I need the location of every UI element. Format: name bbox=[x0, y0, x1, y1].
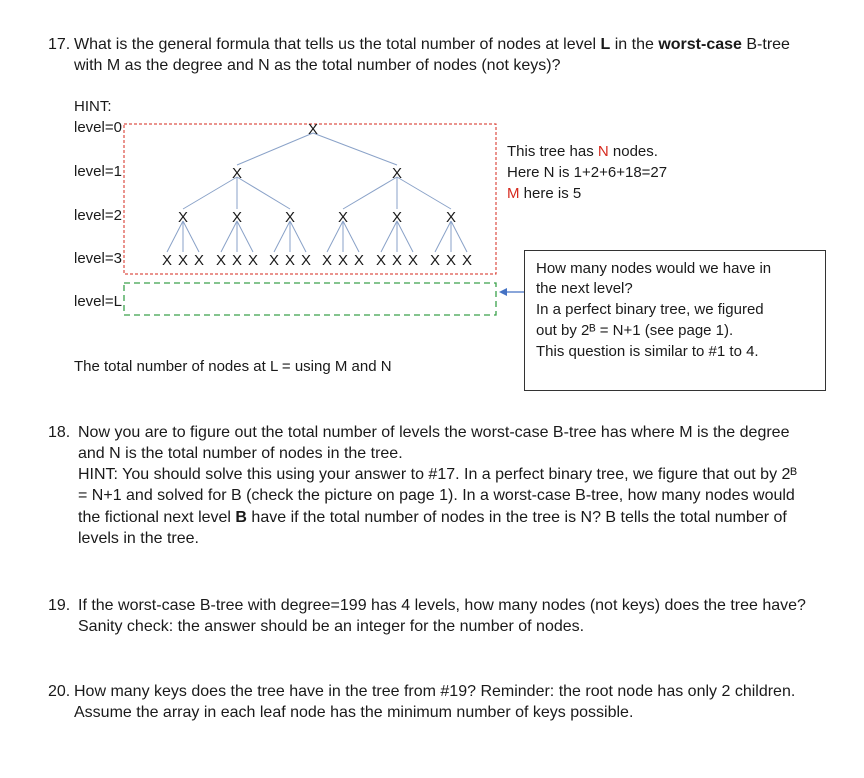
tree-node-level3-8: X bbox=[300, 252, 312, 269]
edge-root-to-l1-0 bbox=[237, 133, 313, 165]
question-19-line-2: Sanity check: the answer should be an integer for the number of nodes. bbox=[78, 618, 585, 635]
tree-node-level3-2: X bbox=[193, 252, 205, 269]
tree-info-line-3: M here is 5 bbox=[507, 185, 582, 202]
question-20-number: 20. bbox=[48, 683, 71, 700]
question-18-line-5: the fictional next level B have if the total number of nodes in the tree is N? B tells the total number of bbox=[78, 509, 787, 526]
level-label-1: level=1 bbox=[74, 163, 122, 180]
tree-edges bbox=[167, 133, 467, 252]
question-17-line-1: What is the general formula that tells us the total number of nodes at level L in the worst-case B-tree bbox=[74, 36, 790, 53]
question-17-number: 17. bbox=[48, 36, 71, 53]
tree-node-level3-17: X bbox=[461, 252, 473, 269]
level-label-L: level=L bbox=[74, 293, 122, 310]
edge-l1-to-l2-2 bbox=[237, 177, 290, 209]
tree-node-level0-0: X bbox=[307, 121, 319, 138]
tree-node-level3-6: X bbox=[268, 252, 280, 269]
tree-node-level1-1: X bbox=[391, 165, 403, 182]
question-18-number: 18. bbox=[48, 424, 71, 441]
question-20 bbox=[0, 681, 864, 725]
arrow-head bbox=[499, 288, 507, 296]
tree-node-level3-14: X bbox=[407, 252, 419, 269]
hint-note-box bbox=[524, 250, 826, 391]
tree-node-level3-5: X bbox=[247, 252, 259, 269]
level-label-2: level=2 bbox=[74, 207, 122, 224]
question-19-line-1: If the worst-case B-tree with degree=199 has 4 levels, how many nodes (not keys) does the tree have? bbox=[78, 597, 806, 614]
question-19-number: 19. bbox=[48, 597, 71, 614]
question-18-line-4: = N+1 and solved for B (check the picture on page 1). In a worst-case B-tree, how many nodes would bbox=[78, 487, 795, 504]
tree-node-level3-7: X bbox=[284, 252, 296, 269]
tree-node-level3-12: X bbox=[375, 252, 387, 269]
next-level-box bbox=[124, 283, 496, 315]
tree-node-level1-0: X bbox=[231, 165, 243, 182]
tree-node-level3-1: X bbox=[177, 252, 189, 269]
edge-root-to-l1-1 bbox=[313, 133, 397, 165]
note-line-4: out by 2ᴮ = N+1 (see page 1). bbox=[536, 322, 734, 339]
tree-node-level3-11: X bbox=[353, 252, 365, 269]
tree-node-level2-5: X bbox=[445, 209, 457, 226]
question-20-line-2: Assume the array in each leaf node has the minimum number of keys possible. bbox=[74, 704, 634, 721]
tree-node-level3-0: X bbox=[161, 252, 173, 269]
tree-node-level3-13: X bbox=[391, 252, 403, 269]
tree-info-line-1: This tree has N nodes. bbox=[507, 143, 658, 160]
hint-label: HINT: bbox=[74, 98, 112, 115]
note-line-3: In a perfect binary tree, we figured bbox=[536, 301, 764, 318]
tree-nodes bbox=[162, 121, 472, 269]
tree-node-level3-9: X bbox=[321, 252, 333, 269]
question-17-line-2: with M as the degree and N as the total number of nodes (not keys)? bbox=[74, 57, 561, 74]
question-18-line-2: and N is the total number of nodes in the tree. bbox=[78, 445, 403, 462]
note-line-2: the next level? bbox=[536, 280, 633, 297]
level-label-0: level=0 bbox=[74, 119, 122, 136]
total-nodes-answer-line: The total number of nodes at L = using M and N bbox=[74, 358, 392, 375]
tree-node-level2-2: X bbox=[284, 209, 296, 226]
tree-node-level3-4: X bbox=[231, 252, 243, 269]
question-18 bbox=[0, 422, 864, 552]
edge-l1-to-l2-5 bbox=[397, 177, 451, 209]
question-20-line-1: How many keys does the tree have in the tree from #19? Reminder: the root node has only 2 children. bbox=[74, 683, 796, 700]
edge-l1-to-l2-3 bbox=[343, 177, 397, 209]
question-18-line-1: Now you are to figure out the total number of levels the worst-case B-tree has where M is the degree bbox=[78, 424, 790, 441]
question-18-line-6: levels in the tree. bbox=[78, 530, 199, 547]
tree-node-level3-16: X bbox=[445, 252, 457, 269]
edge-l1-to-l2-0 bbox=[183, 177, 237, 209]
level-label-3: level=3 bbox=[74, 250, 122, 267]
tree-node-level3-10: X bbox=[337, 252, 349, 269]
tree-node-level2-4: X bbox=[391, 209, 403, 226]
tree-node-level3-3: X bbox=[215, 252, 227, 269]
tree-node-level2-3: X bbox=[337, 209, 349, 226]
tree-info-line-2: Here N is 1+2+6+18=27 bbox=[507, 164, 668, 181]
tree-node-level3-15: X bbox=[429, 252, 441, 269]
note-line-5: This question is similar to #1 to 4. bbox=[536, 343, 759, 360]
tree-node-level2-1: X bbox=[231, 209, 243, 226]
question-19 bbox=[0, 595, 864, 639]
tree-node-level2-0: X bbox=[177, 209, 189, 226]
note-line-1: How many nodes would we have in bbox=[536, 260, 772, 277]
question-18-line-3: HINT: You should solve this using your answer to #17. In a perfect binary tree, we figure that out by 2ᴮ bbox=[78, 466, 798, 483]
